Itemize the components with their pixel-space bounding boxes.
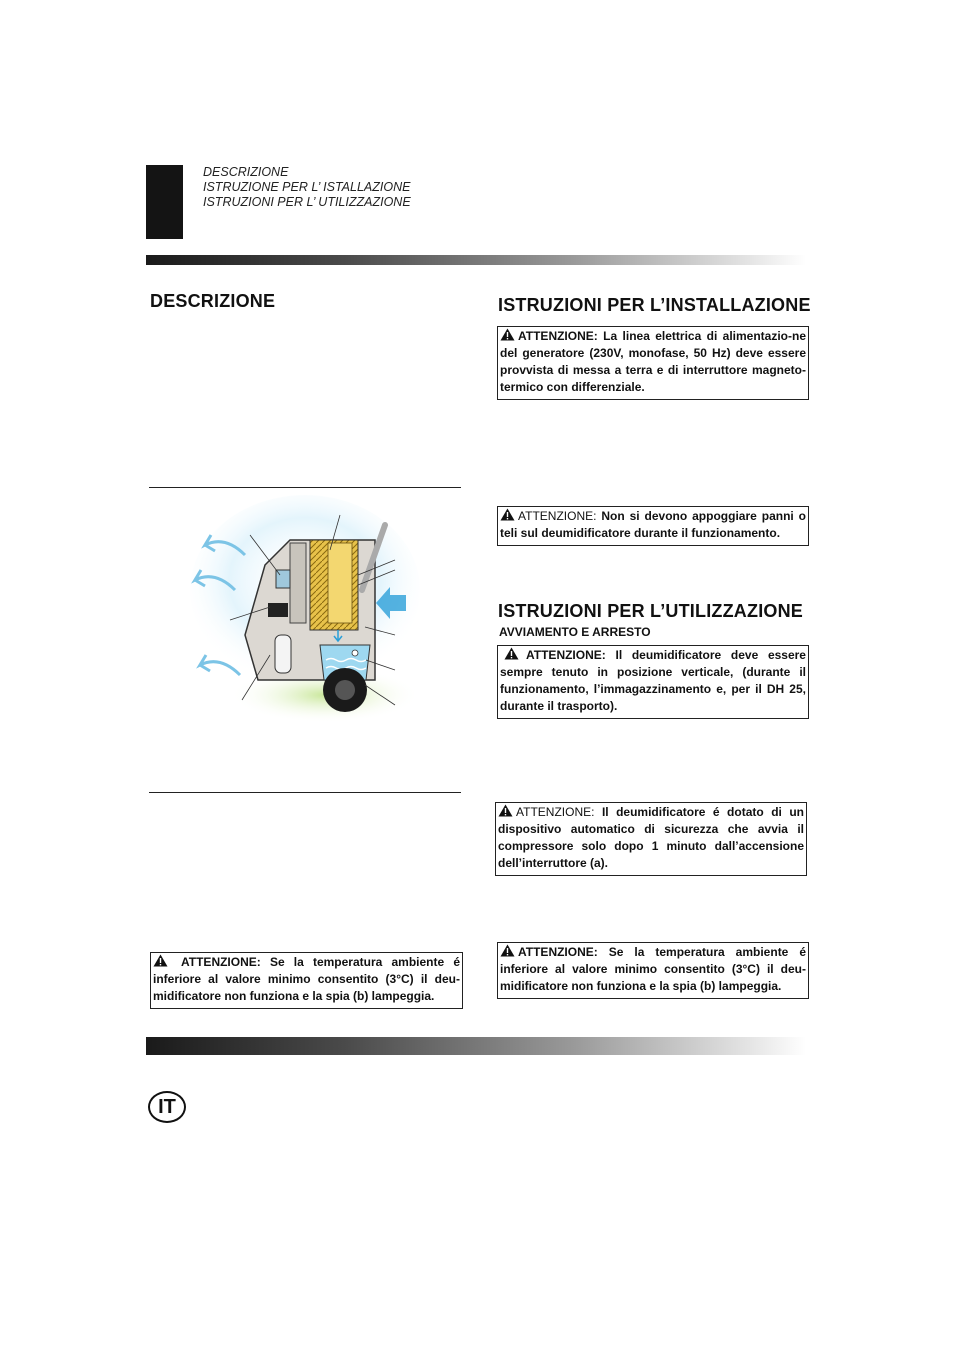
- dehumidifier-illustration: [190, 495, 420, 725]
- warning-label: ATTENZIONE:: [181, 955, 261, 969]
- warning-text: La linea elettrica di alimentazio-ne del generatore (230V, monofase, 50 Hz) deve essere provvista di messa a terra e di interruttore magneto-termico con differenziale.: [500, 329, 806, 394]
- warning-text: Non si devono appoggiare panni o teli sul deumidificatore durante il funzionamento.: [500, 509, 806, 540]
- language-badge: IT: [148, 1091, 186, 1123]
- warning-box-vertical: [497, 645, 809, 719]
- divider-top: [149, 487, 461, 488]
- toc-item[interactable]: DESCRIZIONE: [203, 165, 289, 179]
- warning-triangle-icon: [498, 804, 513, 817]
- warning-triangle-icon: [500, 508, 515, 521]
- compressor: [275, 635, 291, 673]
- toc-item[interactable]: ISTRUZIONI PER L’ UTILIZZAZIONE: [203, 195, 411, 209]
- warning-text: Il deumidificatore é dotato di un dispositivo automatico di sicurezza che avvia il compressore solo dopo 1 minuto dall’accensione dell’interruttore (a).: [498, 805, 804, 870]
- table-of-contents: [203, 165, 411, 210]
- warning-text: Se la temperatura ambiente é inferiore al valore minimo consentito (3°C) il deu-midificatore non funziona e la spia (b) lampeggia.: [153, 955, 460, 1003]
- warning-box-temperature-left: [150, 952, 463, 1009]
- warning-box-temperature-right: [497, 942, 809, 999]
- float-sensor: [352, 650, 358, 656]
- footer-gradient-bar: [146, 1037, 806, 1055]
- condenser-coil: [328, 543, 352, 623]
- warning-label: ATTENZIONE:: [518, 329, 598, 343]
- warning-label: ATTENZIONE:: [518, 945, 598, 959]
- warning-triangle-icon: [153, 954, 168, 967]
- subsection-title-avviamento: AVVIAMENTO E ARRESTO: [499, 625, 651, 639]
- section-tab-marker: [146, 165, 183, 239]
- warning-label: ATTENZIONE:: [518, 509, 597, 523]
- warning-label: ATTENZIONE:: [516, 805, 595, 819]
- toc-item[interactable]: ISTRUZIONE PER L’ ISTALLAZIONE: [203, 180, 411, 194]
- warning-box-safety-device: [495, 802, 807, 876]
- warning-label: ATTENZIONE:: [526, 648, 606, 662]
- control-board: [268, 603, 288, 617]
- section-title-installazione: ISTRUZIONI PER L’INSTALLAZIONE: [498, 295, 811, 315]
- dehumidifier-diagram: [190, 495, 420, 725]
- warning-box-no-cloth: [497, 506, 809, 546]
- fan-frame: [290, 543, 306, 623]
- warning-text: Se la temperatura ambiente é inferiore al valore minimo consentito (3°C) il deu-midificatore non funziona e la spia (b) lampeggia.: [500, 945, 806, 993]
- warning-text: Il deumidificatore deve essere sempre tenuto in posizione verticale, (durante il funzionamento, l’immagazzinamento e, per il DH 25, durante il trasporto).: [500, 648, 806, 713]
- header-gradient-bar: [146, 255, 806, 265]
- divider-bottom: [149, 792, 461, 793]
- warning-triangle-icon: [504, 647, 519, 660]
- warning-box-electrical: [497, 326, 809, 400]
- warning-triangle-icon: [500, 944, 515, 957]
- warning-triangle-icon: [500, 328, 515, 341]
- section-title-utilizzazione: ISTRUZIONI PER L’UTILIZZAZIONE: [498, 601, 803, 621]
- section-title-descrizione: DESCRIZIONE: [150, 291, 276, 311]
